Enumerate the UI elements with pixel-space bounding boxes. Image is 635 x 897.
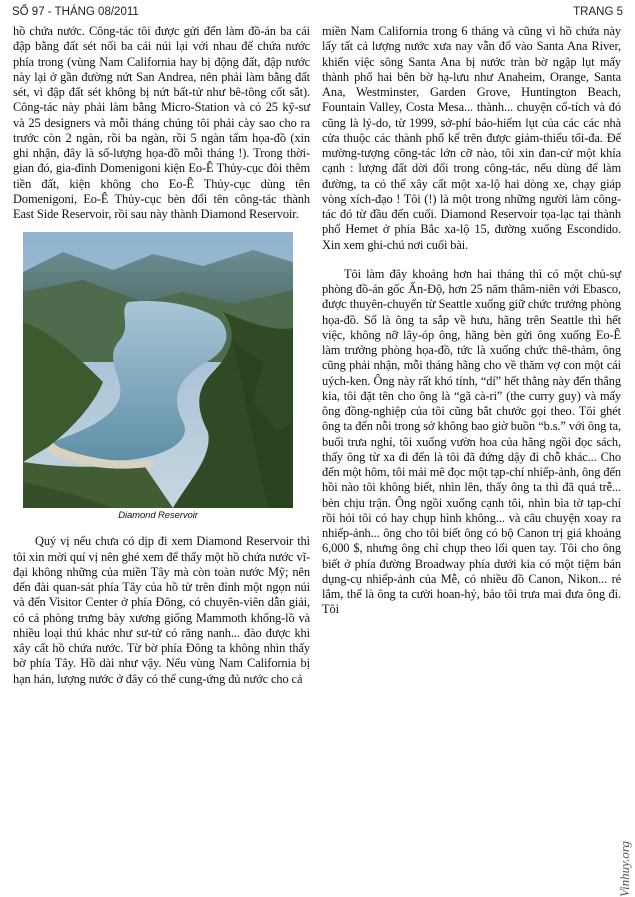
site-watermark: Vinhuy.org — [617, 841, 632, 897]
page-number: TRANG 5 — [573, 6, 623, 18]
page-header — [12, 6, 623, 20]
reservoir-photo — [23, 232, 293, 508]
issue-label: SỐ 97 - THÁNG 08/2011 — [12, 6, 139, 18]
photo-figure — [23, 232, 293, 522]
photo-caption: Diamond Reservoir — [118, 510, 198, 522]
article-paragraph: hồ chứa nước. Công-tác tôi được gửi đến làm đồ-án ba cái đập bằng đất sét nối ba cái núi lại với nhau để chứa nước phía trong (vùng Nam California hay bị động đất, đập nước này lại ở gần đường nứt San Andrea, nên phải làm bằng đất sét, vì đập đất sét không bị nứt bất-tử như bê-tông cốt sắt). Công-tác này phải làm bằng Micro-Station và có 25 kỹ-sư và 25 designers và mỗi tháng chúng tôi phải cày sao cho ra trước còn 2 ngàn, rồi ba ngàn, rồi 5 ngàn tấm họa-đồ (xin ghi nhận, đây là số-lượng họa-đồ mỗi tháng !). Trong thời-gian đó, gia-đình Domenigoni kiện Eo-Ê Thủy-cục đòi thêm tiền đất, kiện không cho Eo-Ê Thủy-cục dùng tên Domenigoni, Eo-Ê Thủy-cục bèn đổi tên công-tác thành East Side Reservoir, rồi sau này thành Diamond Reservoir. — [13, 24, 310, 221]
article-paragraph: Quý vị nếu chưa có dịp đi xem Diamond Reservoir thì tôi xin mời quí vị nên ghé xem để thấy một hồ chứa nước vĩ-đại không những của miền Tây mà còn toàn nước Mỹ; nên đến đài quan-sát phía Tây của hồ từ trên đỉnh một ngọn núi và đến Visitor Center ở phía Đông, có chuyên-viên dẫn giải, có cả phòng trưng bày xương giống Mammoth khổng-lồ và nhiều loại thú khác như sư-tử có răng nanh... đào được khi xây cất hồ chứa nước. Từ bờ phía Đông ta không nhìn thấy bờ phía Tây. Hồ dài như vậy. Nếu vùng Nam California bị hạn hán, lượng nước ở đây có thể cung-ứng đủ nước cho cả — [13, 534, 310, 686]
right-column — [322, 24, 621, 618]
article-paragraph: miền Nam California trong 6 tháng và cũng vì hồ chứa này lấy tất cả lượng nước xưa nay vẫn đổ vào Santa Ana River, khiến việc sông Santa Ana bị nước tràn bờ ngập lụt mấy thành phố hai bên bờ hạ-lưu như Anaheim, Orange, Santa Ana, Westminster, Garden Grove, Huntington Beach, Fountain Valley, Costa Mesa... thành... chuyện cổ-tích và đó cũng là lý-do, từ 1999, sở-phí bảo-hiểm lụt của các các nhà cửa thuộc các thành phố kể trên được giảm-thiểu tối-đa. Để mường-tượng công-tác lớn cỡ nào, tôi xin đan-cử một khía cạnh : lượng đất dời đổi trong công-tác, nếu dùng để làm đường, ta có thể xây cất một xa-lộ hai dòng xe, chạy giáp vòng xích-đạo ! Tôi (!) là một trong những người làm công-tác đó từ đầu đến cuối. Diamond Reservoir tọa-lạc tại thành phố Hemet ở phía Bắc xa-lộ 15, đường xuống Escondido. Xin xem ghi-chú nơi cuối bài. — [322, 24, 621, 252]
left-column — [13, 24, 310, 687]
article-paragraph: Tôi làm đây khoảng hơn hai tháng thì có một chủ-sự phòng đồ-án gốc Ấn-Độ, hơn 25 năm thâm-niên với Ebasco, được thuyên-chuyển từ Seattle xuống giữ chức trưởng phòng họa-đồ. Số là ông ta sắp về hưu, hãng trên Seattle thì hết việc, không nỡ lây-óp ông, hãng bèn gửi ông xuống Eo-Ê làm trưởng phòng họa-đồ, tức là xuống chức thê-thảm, ông cũng phải nhận, mỗi tháng hãng cho về thăm vợ con một cái uých-ken. Ông này rất khó tính, “dí” hết thẳng này đến thẳng kia, tôi đặt tên cho ông là “gã cà-ri” (the curry guy) và mấy ông đồng-nghiệp của tôi cũng bắt chước gọi theo. Tôi ghét ông ta đến nỗi trong sở không bao giờ buồn “b.s.” với ông ta, buổi trưa nghỉ, tôi xuống vườn hoa của hãng ngồi đọc sách, thấy ông từ xa đi đến là tôi đã đứng dậy đi chỗ khác... Cho đến một hôm, tôi mải mê đọc một tạp-chí nhiếp-ảnh, ông đến hồi nào tôi không biết, nhìn lên, thấy ông ta thì đã quá trễ... bèn chịu trận. Ông ngồi xuống cạnh tôi, nhìn bìa tờ tạp-chí rồi hỏi tôi có hay chụp hình không... và câu chuyện xoay ra nhiếp-ảnh... ông cho tôi biết ông có bộ Canon trị giá khoảng 6,000 $, nhưng ông chỉ chụp theo lối quen tay. Tôi cho ông biết ở phía đường Broadway phía dưới kia có một tiệm bán dụng-cụ nhiếp-ảnh của Mễ, có nhiều đồ Canon, Nikon... rẻ lắm, thế là ông ta cười hoan-hỷ, bảo tôi trưa mai đưa ông đi. Tôi — [322, 266, 621, 617]
